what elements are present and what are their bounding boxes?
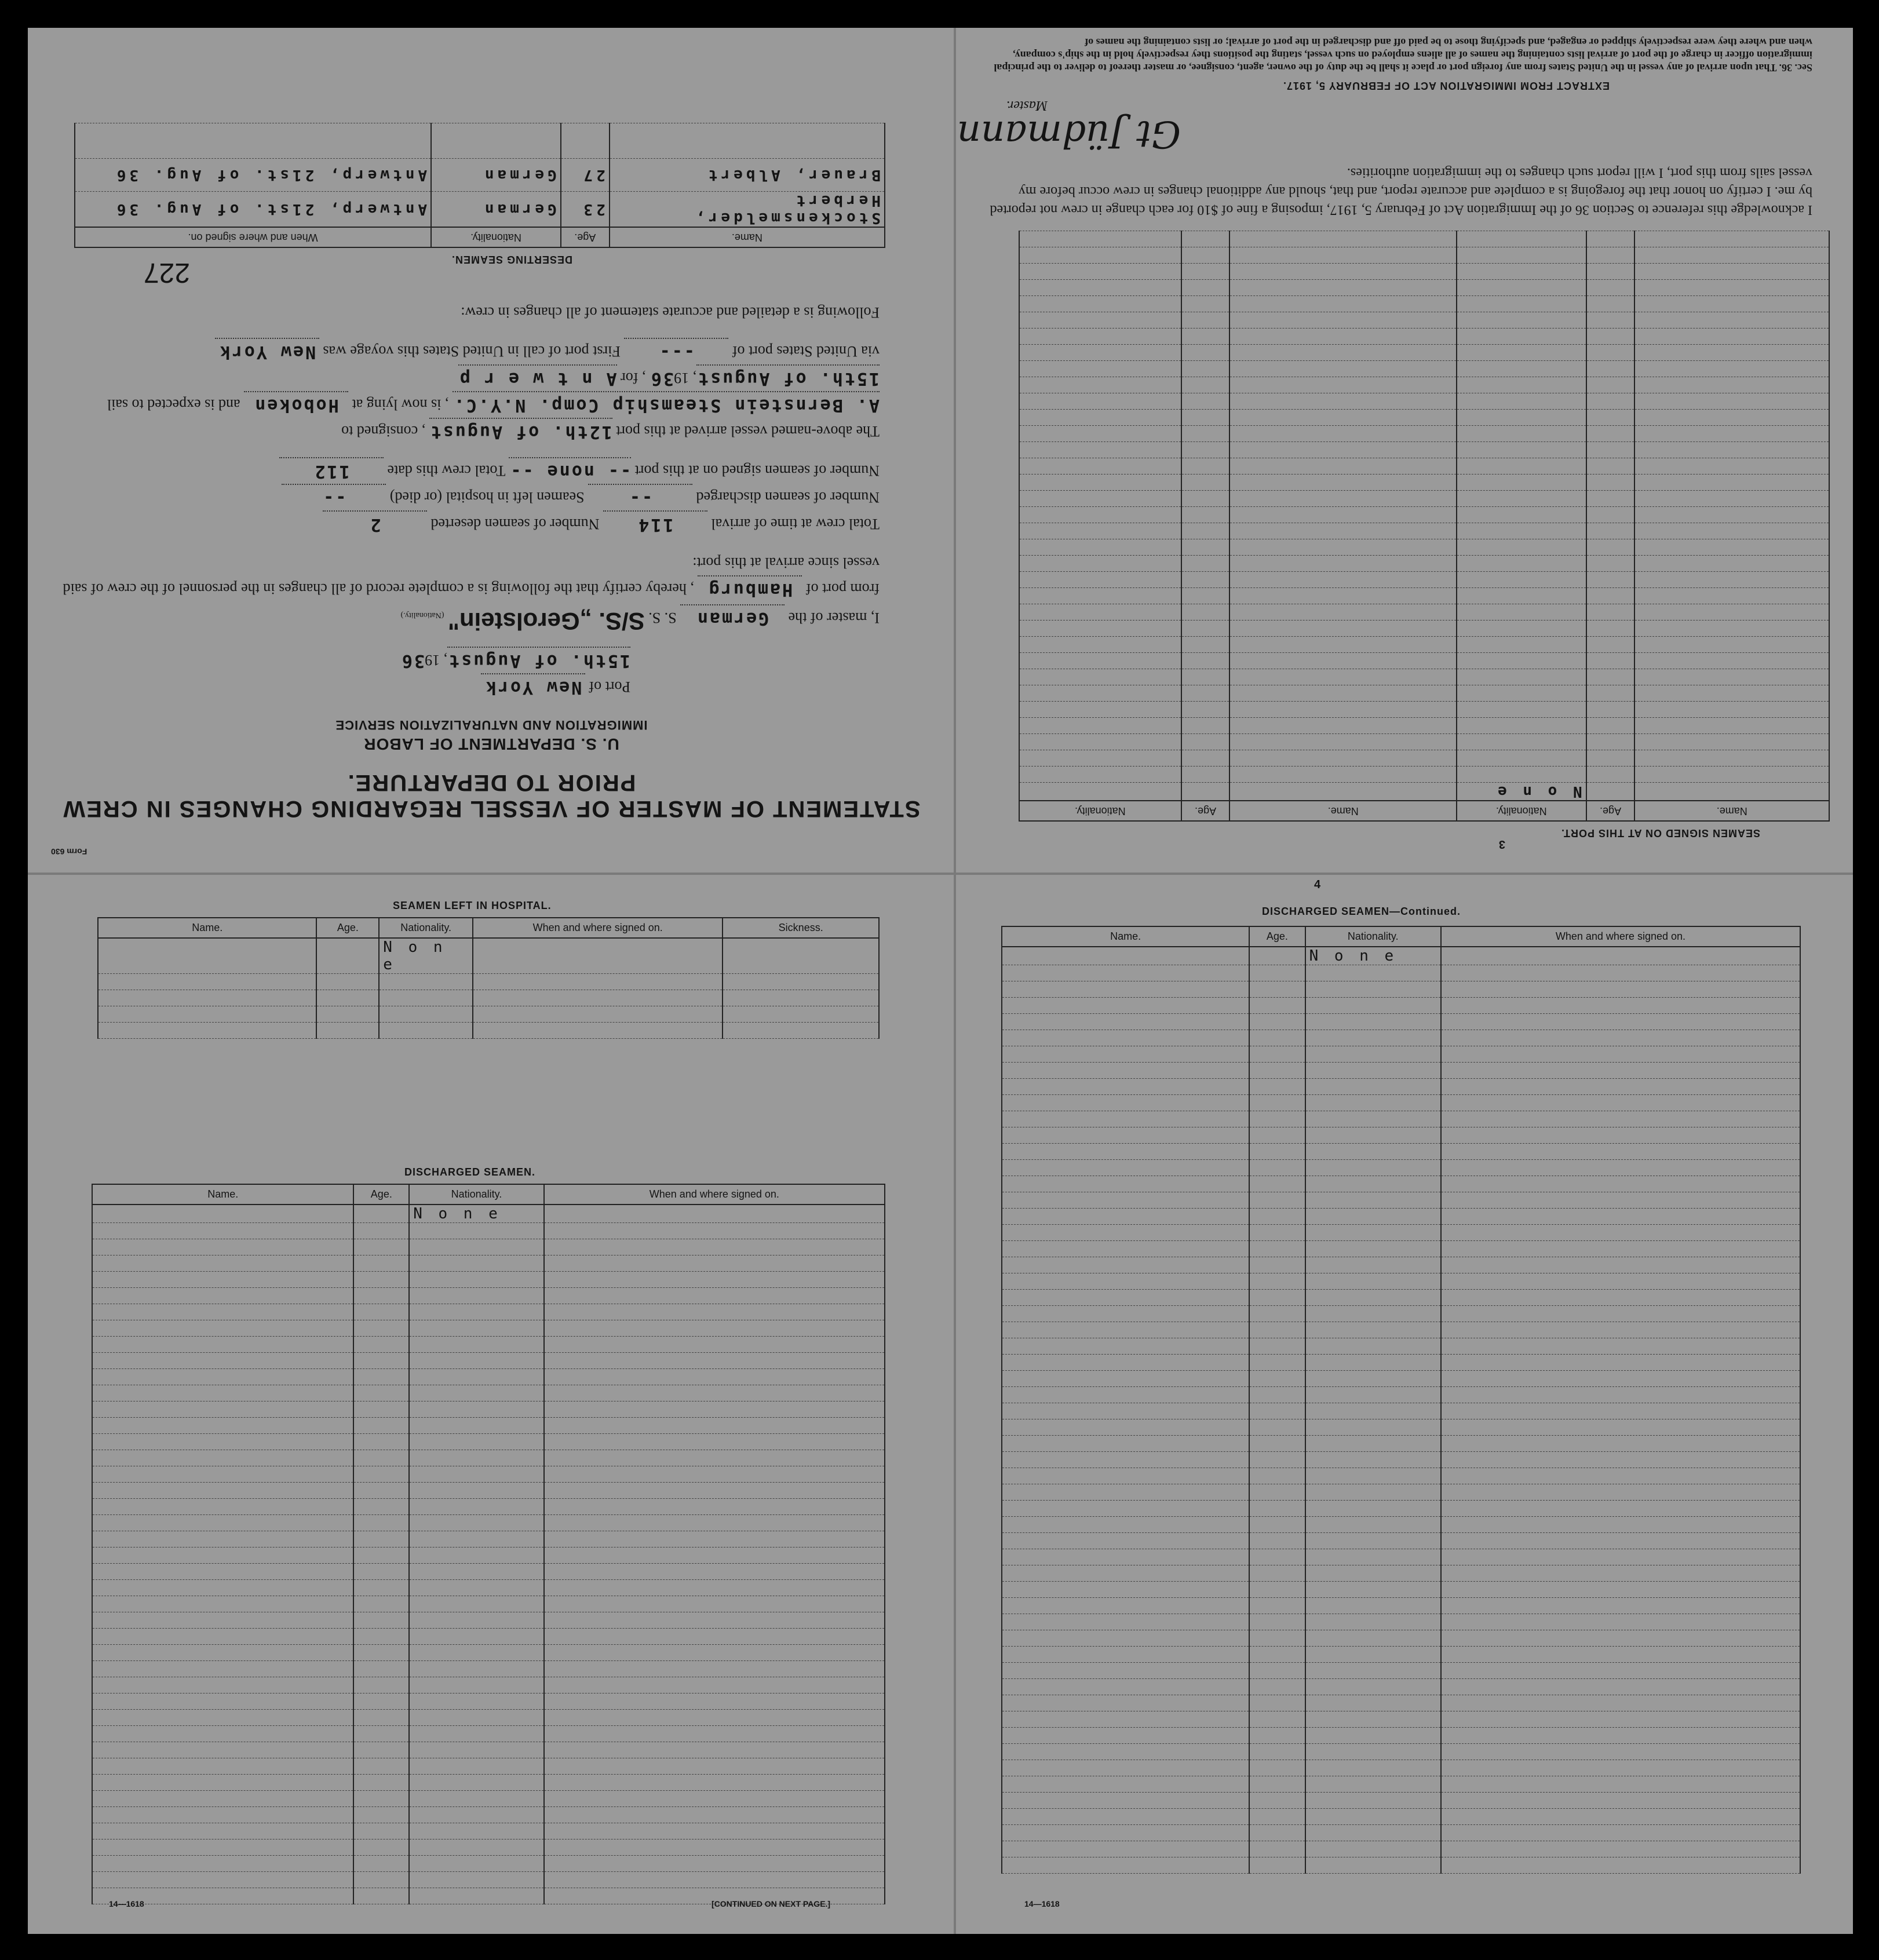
- from-port-value: Hamburg: [698, 575, 802, 602]
- empty-row: [92, 1288, 885, 1304]
- empty-row: [1002, 981, 1800, 998]
- empty-row: [1002, 1063, 1800, 1079]
- empty-row: [1019, 393, 1829, 410]
- empty-row: [1002, 1403, 1800, 1419]
- empty-row: [1002, 1679, 1800, 1695]
- port-line: Port of New York 15th. of August, 1936: [28, 647, 955, 700]
- statement-form-header: [28, 28, 955, 874]
- empty-row: [1002, 1030, 1800, 1046]
- empty-row: [1019, 669, 1829, 685]
- empty-row: [92, 1872, 885, 1888]
- empty-row: [1002, 1630, 1800, 1647]
- form-code-right: 14—1618: [1024, 1899, 1060, 1908]
- discharged-value: N o n e: [409, 1205, 544, 1223]
- empty-row: [92, 1255, 885, 1272]
- empty-row: [1002, 1598, 1800, 1614]
- empty-row: [1002, 1825, 1800, 1841]
- empty-row: [1019, 280, 1829, 296]
- empty-row: [1019, 475, 1829, 491]
- form-number: Form 630: [51, 847, 87, 856]
- empty-row: [92, 1807, 885, 1823]
- table-row: Stockensmelder, Herbert 23 German Antwerp, 21st. of Aug. 36: [75, 192, 885, 228]
- empty-row: [1002, 1711, 1800, 1728]
- empty-row: [1002, 1192, 1800, 1209]
- empty-row: [1019, 767, 1829, 783]
- empty-row: [1019, 556, 1829, 572]
- empty-row: [92, 1661, 885, 1677]
- service-name: IMMIGRATION AND NATURALIZATION SERVICE: [335, 718, 648, 732]
- empty-row: [1002, 1436, 1800, 1452]
- empty-row: [92, 1304, 885, 1320]
- empty-row: [1019, 361, 1829, 377]
- empty-row: [1002, 1241, 1800, 1257]
- empty-row: [92, 1758, 885, 1775]
- empty-row: [1002, 1809, 1800, 1825]
- empty-row: [1002, 1647, 1800, 1663]
- empty-row: [1019, 653, 1829, 669]
- table-row: [98, 938, 879, 974]
- empty-row: [92, 1726, 885, 1742]
- empty-row: [1002, 1290, 1800, 1306]
- table-row: [1002, 947, 1800, 965]
- empty-row: [1019, 718, 1829, 734]
- empty-row: [1002, 1533, 1800, 1549]
- empty-row: [92, 1547, 885, 1564]
- empty-row: [92, 1580, 885, 1596]
- extract-text: Sec. 36. That upon arrival of any vessel in the United States from any foreign port or place it shall be the duty of the owner, agent, consignee, or master thereof to deliver to the principal immigration officer in charge of the port of arrival lists containing the names of all aliens employed on such vessel, stating the positions they respectively hold in the ship's company, when and where they were respectively shipped or engaged, and specifying those to be paid off and discharged in the port of arrival; or lists containing the names of: [994, 37, 1812, 74]
- empty-row: [1002, 1663, 1800, 1679]
- empty-row: [92, 1272, 885, 1288]
- empty-row: [1002, 1160, 1800, 1176]
- empty-row: [1019, 702, 1829, 718]
- empty-row: [1019, 685, 1829, 702]
- empty-row: [1019, 312, 1829, 329]
- empty-row: [1019, 329, 1829, 345]
- hospital-table: Name. Age. Nationality. When and where signed on. Sickness. N o n e: [97, 917, 880, 1039]
- empty-row: [92, 1320, 885, 1337]
- signed-on-table: Name. Age. Nationality. Name. Age. Nationality. N o n e: [1019, 231, 1830, 822]
- empty-row: [1002, 1144, 1800, 1160]
- empty-row: [98, 990, 879, 1006]
- empty-row: [1002, 1857, 1800, 1874]
- empty-row: [1019, 588, 1829, 604]
- empty-row: [92, 1629, 885, 1645]
- empty-row: [92, 1466, 885, 1483]
- empty-row: [1002, 998, 1800, 1014]
- empty-row: [1002, 1273, 1800, 1290]
- signed-on-panel: [955, 28, 1853, 874]
- fold-line-vertical: [954, 28, 956, 1934]
- empty-row: [1019, 604, 1829, 621]
- empty-row: [92, 1369, 885, 1385]
- acknowledgement-text: I acknowledge this reference to Section 36 of the Immigration Act of February 5, 1917, imposing a fine of $10 for each change in crew not reported by me. I certify on honor that the foregoing is a complete and accurate report, and that, should any additional changes in crew occur before my vessel sails from this port, I will report such changes to the immigration authorities.: [990, 165, 1812, 217]
- empty-row: [1002, 1209, 1800, 1225]
- deserting-seamen-title: DESERTING SEAMEN.: [451, 254, 572, 265]
- empty-row: [92, 1353, 885, 1369]
- empty-row: [98, 1023, 879, 1039]
- empty-row: [1019, 491, 1829, 507]
- empty-row: [1002, 1549, 1800, 1565]
- ship-name: S/S. „Gerolstein": [448, 608, 645, 635]
- empty-row: [92, 1693, 885, 1710]
- nationality-value: German: [680, 604, 785, 631]
- empty-row: [92, 1515, 885, 1531]
- empty-row: [92, 1239, 885, 1255]
- empty-row: [1002, 1793, 1800, 1809]
- empty-row: [1002, 965, 1800, 981]
- table-row: [92, 1205, 885, 1223]
- empty-row: [92, 1483, 885, 1499]
- empty-row: [92, 1839, 885, 1856]
- empty-row: [1002, 1257, 1800, 1273]
- empty-row: [1019, 345, 1829, 361]
- discharged-continued-panel: [955, 874, 1853, 1934]
- empty-row: [1002, 1501, 1800, 1517]
- empty-row: [1002, 1355, 1800, 1371]
- empty-row: [1002, 1614, 1800, 1630]
- empty-row: [1019, 296, 1829, 312]
- empty-row: [98, 974, 879, 990]
- empty-row: [1002, 1095, 1800, 1111]
- following-line: Following is a detailed and accurate statement of all changes in crew:: [461, 304, 880, 321]
- empty-row: [1002, 1419, 1800, 1436]
- empty-row: [1002, 1452, 1800, 1468]
- empty-row: [1019, 410, 1829, 426]
- empty-row: [92, 1612, 885, 1629]
- empty-row: [92, 1434, 885, 1450]
- fold-line-horizontal: [28, 873, 1853, 875]
- empty-row: [1019, 734, 1829, 750]
- empty-row: [92, 1223, 885, 1239]
- port-value: New York: [481, 673, 585, 700]
- hospital-title: SEAMEN LEFT IN HOSPITAL.: [393, 900, 552, 911]
- empty-row: [1002, 1338, 1800, 1355]
- table-row: Brauer, Albert 27 German Antwerp, 21st. of Aug. 36: [75, 159, 885, 192]
- empty-row: [1019, 442, 1829, 458]
- empty-row: [1002, 1744, 1800, 1760]
- empty-row: [1002, 1371, 1800, 1387]
- empty-row: [1019, 377, 1829, 393]
- empty-row: [1002, 1176, 1800, 1192]
- empty-row: [92, 1791, 885, 1807]
- empty-row: [1002, 1695, 1800, 1711]
- table-row: [1019, 783, 1829, 801]
- empty-row: [1002, 1728, 1800, 1744]
- empty-row: [1002, 1517, 1800, 1533]
- department-name: U. S. DEPARTMENT OF LABOR: [363, 735, 619, 753]
- empty-row: [1019, 539, 1829, 556]
- form-title-line2: PRIOR TO DEPARTURE.: [346, 770, 636, 795]
- empty-row: [92, 1596, 885, 1612]
- empty-row: [1019, 572, 1829, 588]
- empty-row: [92, 1499, 885, 1515]
- empty-row: [1002, 1468, 1800, 1484]
- empty-row: [92, 1856, 885, 1872]
- empty-row: [1002, 1111, 1800, 1127]
- crew-counts: Total crew at time of arrival 114 Number of seamen deserted 2 Number of seamen discharged -- Seamen left in hospital (or died) -- Number of seamen signed on at this port -- none -- Total crew this date 112: [28, 457, 955, 537]
- discharged-title: DISCHARGED SEAMEN.: [404, 1166, 536, 1178]
- empty-row: [1019, 637, 1829, 653]
- empty-row: [92, 1385, 885, 1401]
- empty-row: [1019, 426, 1829, 442]
- empty-row: [1019, 264, 1829, 280]
- empty-row: [1002, 1565, 1800, 1582]
- document-sheet: [28, 28, 1853, 1934]
- empty-row: [1019, 247, 1829, 264]
- empty-row: [1002, 1582, 1800, 1598]
- signed-on-title: SEAMEN SIGNED ON AT THIS PORT.: [1560, 827, 1760, 839]
- empty-row: [1002, 1306, 1800, 1322]
- empty-row: [1002, 1225, 1800, 1241]
- extract-title: EXTRACT FROM IMMIGRATION ACT OF FEBRUARY 5, 1917.: [1282, 80, 1610, 92]
- master-label: Master.: [1006, 98, 1048, 113]
- empty-row: [1002, 1484, 1800, 1501]
- empty-row: [92, 1401, 885, 1418]
- form-title-line1: STATEMENT OF MASTER OF VESSEL REGARDING CHANGES IN CREW: [62, 796, 921, 822]
- empty-row: [1002, 1014, 1800, 1030]
- empty-row: [1019, 231, 1829, 247]
- discharged-continued-value: N o n e: [1305, 947, 1441, 965]
- form-code-left: 14—1618: [109, 1899, 144, 1908]
- page-three-number: 3: [1498, 838, 1505, 851]
- empty-row: [1002, 1776, 1800, 1793]
- page-four-number: 4: [1314, 878, 1321, 891]
- discharged-continued-table: Name. Age. Nationality. When and where signed on. N o n e: [1001, 926, 1801, 1874]
- signed-on-value: N o n e: [1457, 783, 1586, 801]
- date-value: 15th. of August: [447, 647, 630, 673]
- page-number: 227: [143, 257, 190, 288]
- empty-row: [1002, 1046, 1800, 1063]
- empty-row: [92, 1337, 885, 1353]
- discharged-continued-title: DISCHARGED SEAMEN—Continued.: [1262, 906, 1461, 917]
- continued-note: [CONTINUED ON NEXT PAGE.]: [712, 1899, 831, 1908]
- hospital-discharged-panel: [28, 874, 955, 1934]
- empty-row: [92, 1775, 885, 1791]
- empty-row: [1002, 1127, 1800, 1144]
- empty-row: [92, 1564, 885, 1580]
- hospital-value: N o n e: [379, 938, 473, 974]
- empty-row: [92, 1823, 885, 1839]
- deserting-seamen-table: Name. Age. Nationality. When and where signed on. Stockensmelder, Herbert 23 German Antwerp, 21st. of Aug. 36 Brauer, Albert 27 German Antwerp, 21st. of Aug. 36: [74, 123, 885, 248]
- empty-row: [1019, 621, 1829, 637]
- discharged-table: Name. Age. Nationality. When and where signed on. N o n e: [92, 1184, 885, 1904]
- empty-row: [98, 1006, 879, 1023]
- arrival-line: The above-named vessel arrived at this port 12th. of August , consigned to A. Bernstein Steamship Comp. N.Y.C. , is now lying at Hoboken and is expected to sail 15th. of August, 1936 , for A n t w e r p via United States port of --- First port of call in United States this voyage was New York: [28, 338, 955, 444]
- empty-row: [1019, 507, 1829, 523]
- master-line: I, master of the German S. S. S/S. „Gerolstein" (Nationality.) from port of Hamburg , hereby certify that the following is a complete record of all changes in the personnel of the crew of said vessel since arrival at this port:: [63, 554, 880, 635]
- empty-row: [92, 1677, 885, 1693]
- empty-row: [1002, 1760, 1800, 1776]
- empty-row: [92, 1710, 885, 1726]
- empty-row: [1002, 1322, 1800, 1338]
- empty-row: [1019, 458, 1829, 475]
- empty-row: [1019, 750, 1829, 767]
- empty-row: [1002, 1079, 1800, 1095]
- empty-row: [92, 1531, 885, 1547]
- empty-row: [92, 1645, 885, 1661]
- empty-row: [1019, 523, 1829, 539]
- master-signature: Gt Jüdmann: [957, 112, 1181, 155]
- empty-row: [1002, 1387, 1800, 1403]
- empty-row: [92, 1450, 885, 1466]
- empty-row: [92, 1742, 885, 1758]
- empty-row: [1002, 1841, 1800, 1857]
- empty-row: [92, 1418, 885, 1434]
